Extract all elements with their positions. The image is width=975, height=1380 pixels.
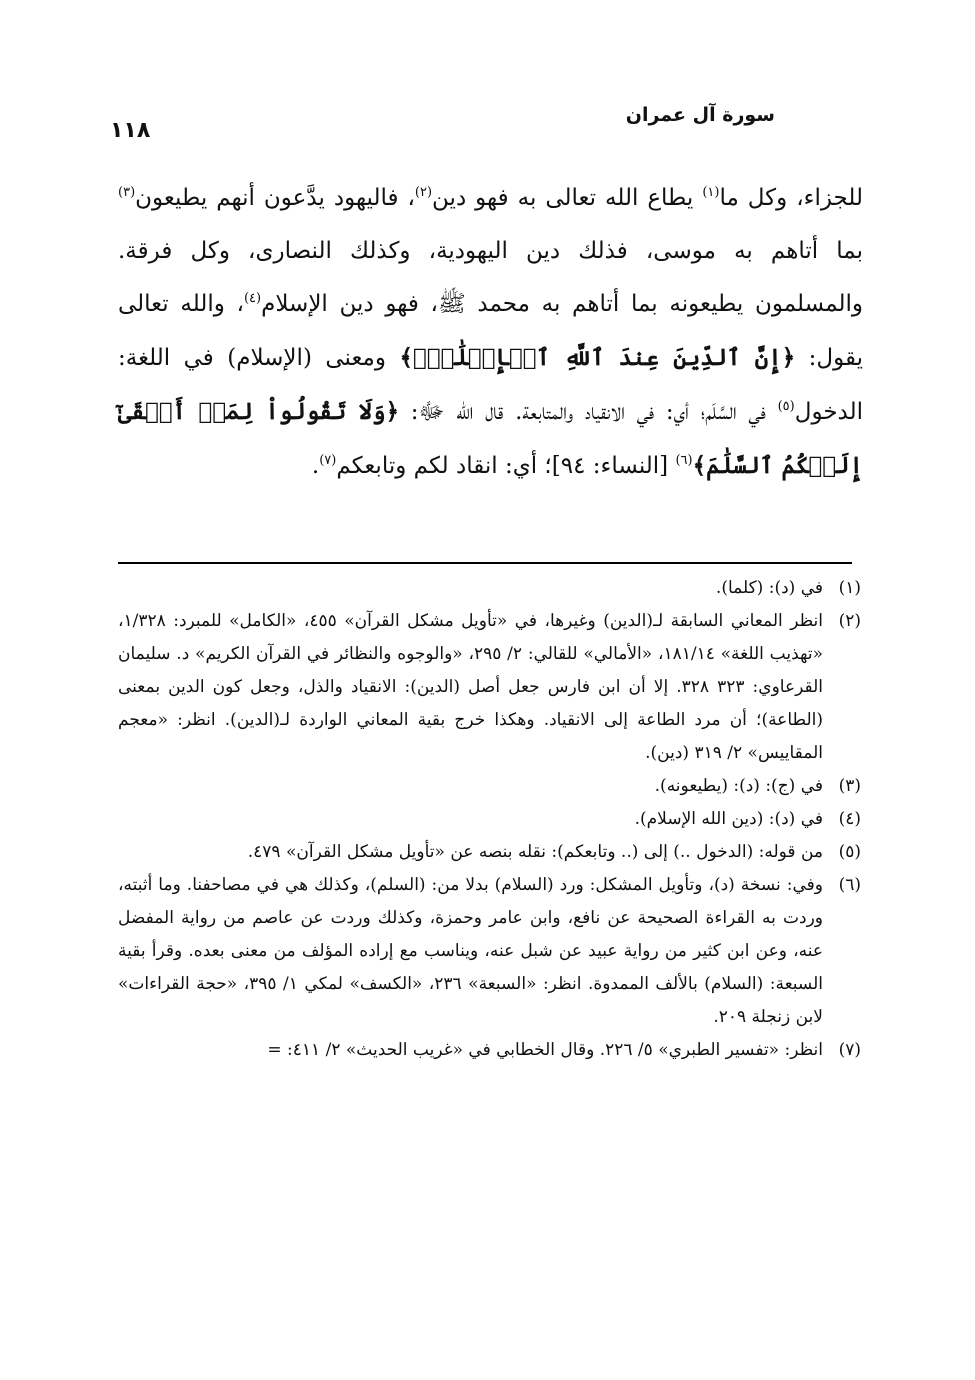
footnote-ref: (١) <box>702 185 720 200</box>
footnote-number: (٣) <box>838 776 861 796</box>
footnote-item <box>118 869 861 1034</box>
footnote-ref: (٢) <box>414 185 433 200</box>
main-text <box>118 172 863 493</box>
text-run: يطاع الله تعالى به فهو دين <box>432 185 703 211</box>
footnote-number: (٥) <box>838 842 861 862</box>
footnote-text: انظر: «تفسير الطبري» ٥/ ٢٢٦. وقال الخطابي في «غريب الحديث» ٢/ ٤١١: = <box>267 1040 823 1060</box>
footnote-number: (٤) <box>838 809 861 829</box>
footnote-text: من قوله: (الدخول ..) إلى (.. وتابعكم): نقله بنصه عن «تأويل مشكل القرآن» ٤٧٩. <box>247 842 823 862</box>
text-run: [النساء: ٩٤]؛ أي: انقاد لكم وتابعكم <box>336 453 676 479</box>
footnote-ref: (٤) <box>243 291 262 306</box>
footnote-item <box>118 803 861 836</box>
footnote-item <box>118 572 861 605</box>
footnote-number: (٢) <box>838 611 861 631</box>
text-run: ومعنى (الإسلام) في اللغة: الدخول <box>118 345 864 425</box>
footnotes <box>118 572 861 1067</box>
footnote-ref: (٦) <box>675 453 693 468</box>
footnote-text: وفي: نسخة (د)، وتأويل المشكل: ورد (السلام) بدلا من: (السلم)، وكذلك هي في مصاحفنا. وما أثبته، وردت به القراءة الصحيحة عن نافع، وابن عامر وحمزة، وكذلك وردت عن عاصم من رواية المفضل عنه، وعن ابن كثير من رواية عبيد عن شبل عنه، ويناسب مع إراده المؤلف من معنى بعده. وقرأ بقية السبعة: (السلام) بالألف الممدوة. انظر: «السبعة» ٢٣٦، «الكسف» لمكي ١/ ٣٩٥، «حجة القراءات» لابن زنجلة ٢٠٩. <box>118 875 823 1027</box>
footnote-text: في (ج): (د): (يطيعونه). <box>654 776 823 796</box>
text-run: في السَّلَم؛ أي: في الانقياد والمتابعة. قال الله ﷻ: <box>399 399 778 425</box>
page-number: ١١٨ <box>110 118 151 143</box>
footnote-ref: (٧) <box>319 453 337 468</box>
footnote-number: (٧) <box>838 1040 861 1060</box>
text-run: بما أتاهم به موسى، فذلك دين اليهودية، وكذلك النصارى، وكل فرقة. والمسلمون يطيعونه بما أتاهم به محمد ﷺ، فهو دين الإسلام <box>118 238 863 317</box>
footnote-text: في (د): (كلما). <box>715 578 823 598</box>
main-paragraph <box>118 172 863 493</box>
quran-verse: ﴿وَلَا تَقُولُواْ لِمَنۡ أَلۡقَىٰٓ إِلَيۡكُمُ ٱلسَّلَٰمَ﴾ <box>118 398 863 479</box>
text-run: ، فاليهود يدَّعون أنهم يطيعون <box>135 185 415 211</box>
text-run: للجزاء، وكل ما <box>719 185 863 211</box>
footnote-text: انظر المعاني السابقة لـ(الدين) وغيرها، في «تأويل مشكل القرآن» ٤٥٥، «الكامل» للمبرد: ١/٣٢٨، «تهذيب اللغة» ١٨١/١٤، «الأمالي» للقالي: ٢/ ٢٩٥، «والوجوه والنظائر في القرآن الكريم» د. سليمان القرعاوي: ٣٢٣ ٣٢٨. إلا أن ابن فارس جعل أصل (الدين): الانقياد والذل، وجعل كون الدين بمعنى (الطاعة)؛ أن مرد الطاعة إلى الانقياد. وهكذا خرج بقية المعاني الواردة لـ(الدين). انظر: «معجم المقاييس» ٢/ ٣١٩ (دين). <box>118 611 823 763</box>
footnote-number: (٦) <box>838 875 861 895</box>
quran-verse: ﴿إِنَّ ٱلدِّينَ عِندَ ٱللَّهِ ٱلۡإِسۡلَٰمُۗ﴾ <box>399 344 796 371</box>
footnote-item <box>118 1034 861 1067</box>
footnote-item <box>118 605 861 770</box>
footnote-text: في (د): (دين الله الإسلام). <box>634 809 823 829</box>
footnote-number: (١) <box>838 578 861 598</box>
page-header <box>110 96 865 156</box>
footnote-item <box>118 836 861 869</box>
footnote-ref: (٥) <box>777 399 795 414</box>
footnote-ref: (٣) <box>118 185 136 200</box>
footnote-item <box>118 770 861 803</box>
text-run: . <box>311 453 320 479</box>
footnote-separator <box>118 562 852 564</box>
running-head-surah-title: سورة آل عمران <box>625 104 775 126</box>
text-run: ، والله تعالى يقول: <box>118 291 863 371</box>
